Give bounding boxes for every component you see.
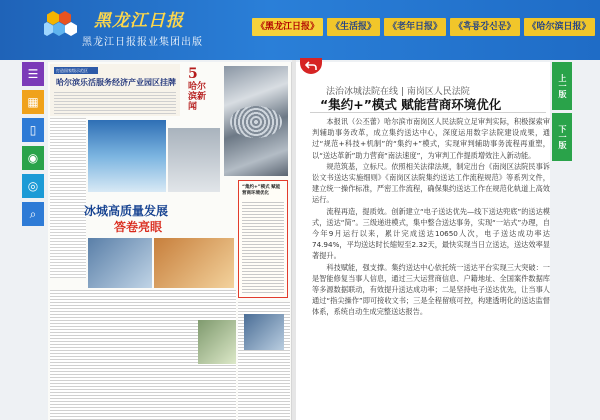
paper-top-block <box>50 64 180 116</box>
paper-masthead-title: 哈尔滨新闻 <box>188 82 207 112</box>
brand-logo-text: 黑龙江日报 <box>94 11 184 31</box>
paper-highlight-title: “集约+”模式 赋能营商环境优化 <box>242 185 281 196</box>
next-page-label: 下一版 <box>558 125 567 149</box>
page-navigation <box>552 62 572 164</box>
nav-tab-1[interactable]: 《生活报》 <box>327 18 380 36</box>
paper-left-column <box>50 118 86 278</box>
paper-section-tag: 打造国家级示范区 <box>54 67 98 74</box>
site-header <box>0 0 600 60</box>
paper-page-number: 5 <box>188 66 198 82</box>
search-icon: ⌕ <box>29 206 37 221</box>
brand-subtitle: 黑龙江日报报业集团出版 <box>82 37 203 48</box>
article-paragraph: 本报讯（公丕蕾）哈尔滨市南岗区人民法院立足审判实际，积极探索审判辅助事务改革，成立集约送达中心，深度运用数字法院建设成果，通过“规范+科技+机制”的“集约+”模式，实现审判辅助事务流程再重塑，以“送达革新”助力营商“南法速度”，为审判工作提质增效注入新动能。 <box>312 117 550 160</box>
hexagon-logo-icon <box>44 9 78 43</box>
newspaper-tabs <box>252 18 595 36</box>
paper-highlight-text <box>242 201 284 293</box>
wechat-icon: ◉ <box>27 151 39 165</box>
paper-photo-1 <box>88 238 152 288</box>
toolbar-button-2[interactable] <box>22 118 44 142</box>
paper-main-headline: 冰城高质量发展 <box>84 204 169 218</box>
paper-photo-3 <box>198 320 236 364</box>
mobile-icon: ▯ <box>29 123 37 137</box>
menu-icon: ☰ <box>27 67 39 81</box>
nav-tab-0[interactable]: 《黑龙江日报》 <box>252 18 323 36</box>
toolbar-button-1[interactable] <box>22 90 44 114</box>
paper-masthead <box>188 66 228 136</box>
paper-top-headline: 哈尔滨乐活服务经济产业园区挂牌 <box>56 77 176 87</box>
paper-photo-2 <box>154 238 234 288</box>
back-arrow-icon <box>305 61 317 71</box>
toolbar-button-0[interactable] <box>22 62 44 86</box>
weibo-icon: ◎ <box>27 179 39 193</box>
paper-turbine-blades <box>230 106 282 138</box>
paper-city-photo <box>88 120 166 192</box>
paper-turbine-photo <box>224 66 288 176</box>
article-title: “集约+”模式 赋能营商环境优化 <box>320 97 502 112</box>
nav-tab-4[interactable]: 《哈尔滨日报》 <box>524 18 595 36</box>
paper-main-headline-2: 答卷亮眼 <box>114 220 163 234</box>
prev-page-label: 上一版 <box>558 74 567 98</box>
toolbar-button-4[interactable] <box>22 174 44 198</box>
paper-factory-photo <box>168 128 220 192</box>
paper-text-lines <box>54 92 176 114</box>
paper-highlighted-article[interactable] <box>238 180 288 298</box>
calendar-icon: ▦ <box>27 95 39 109</box>
toolbar-button-3[interactable] <box>22 146 44 170</box>
toolbar-button-5[interactable] <box>22 202 44 226</box>
article-paragraph: 流程再造，提质效。创新建立“电子送达优先—线下送达兜底”的送达模式，送达“简”。三级递进模式，集中整合送达事务，实现“一站式”办理，自今年9月运行以来，累计完成送达10650人次，电子送达成功率达74.94%，平均送达时长缩短至2.32天，最快实现当日立送达，送达效率显著提升。 <box>312 206 550 261</box>
article-paragraph: 规范筑基，立标尺。依照相关法律法规，制定出台《南岗区法院民事诉讼文书送达实施细则》《南岗区法院集约送达工作流程规范》等系列文件，建立统一操作标准，严密工作流程，确保集约送达工作在规范化轨道上高效运行。 <box>312 161 550 205</box>
left-toolbar <box>22 62 44 230</box>
breadcrumb: 法治冰城法院在线 | 南岗区人民法院 <box>326 87 470 97</box>
paper-photo-4 <box>244 314 284 350</box>
prev-page-button[interactable] <box>552 62 572 110</box>
article-paragraph: 科技赋能，强支撑。集约送达中心依托统一送达平台实现三大突破：一是智能修复当事人信息，通过三大运营商信息、户籍地址、全国案件数据库等多源数据联动，有效提升送达成功率；二是坚持电子送达优先，让当事人通过“指尖操作”即可接收文书；三是全程留痕可控，构建透明化的送达监督体系，系统自动生成完整送达报告。 <box>312 262 550 317</box>
next-page-button[interactable] <box>552 113 572 161</box>
nav-tab-2[interactable]: 《老年日报》 <box>384 18 446 36</box>
nav-tab-3[interactable]: 《흑룡강신문》 <box>450 18 519 36</box>
article-body <box>312 116 550 318</box>
title-divider <box>310 112 546 113</box>
newspaper-page-image[interactable] <box>48 62 292 420</box>
